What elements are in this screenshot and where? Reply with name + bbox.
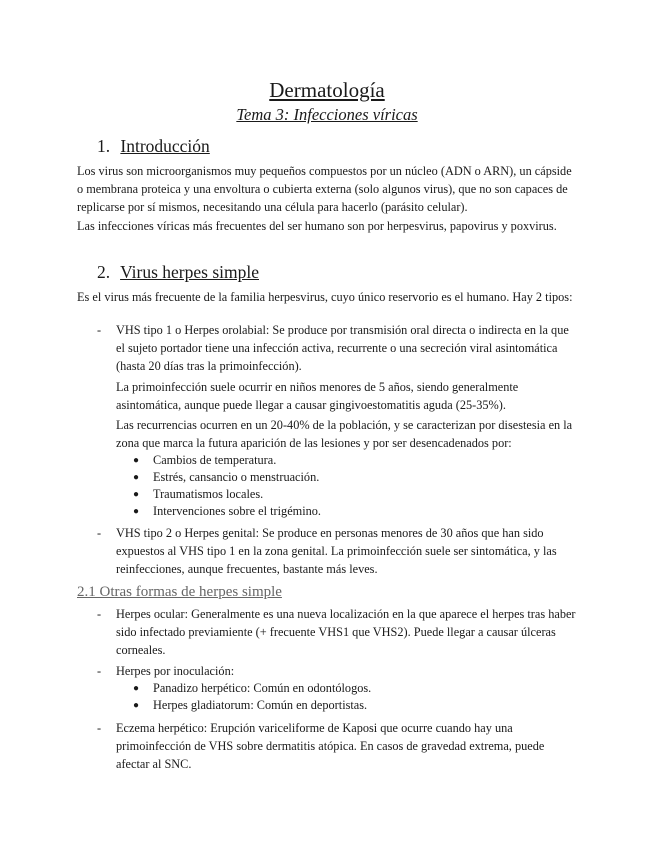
list-item-text: VHS tipo 1 o Herpes orolabial: Se produce por transmisión oral directa o indirecta en la que el sujeto portador tiene una infección activa, recurrente o una secreción viral asintomática (hasta 20 días tras la primoinfección). (116, 323, 569, 373)
list-dash: - (97, 607, 102, 621)
bullet-text: Panadizo herpético: Común en odontólogos. (153, 681, 372, 695)
paragraph: Los virus son microorganismos muy pequeños compuestos por un núcleo (ADN o ARN), un cápside o membrana proteica y una envoltura o cubierta externa (solo algunos virus), que no son capaces de replicarse por sí mismos, necesitando una célula para hacerlo (parásito celular). (77, 164, 572, 214)
list-item-text: Herpes por inoculación: (116, 664, 235, 678)
sub-paragraph: La primoinfección suele ocurrir en niños menores de 5 años, siendo generalmente asintomática, aunque puede llegar a causar gingivoestomatitis aguda (25-35%). (116, 380, 519, 412)
paragraph: Es el virus más frecuente de la familia herpesvirus, cuyo único reservorio es el humano. Hay 2 tipos: (77, 290, 573, 304)
document-title: Dermatología (269, 78, 385, 102)
bullet-icon: ● (133, 455, 140, 466)
list-dash: - (97, 526, 102, 540)
bullet-text: Intervenciones sobre el trigémino. (153, 504, 322, 518)
list-dash: - (97, 323, 102, 337)
section-title: Introducción (120, 136, 210, 156)
list-item-text: VHS tipo 2 o Herpes genital: Se produce en personas menores de 30 años que han sido expuestos al VHS tipo 1 en la zona genital. La primoinfección suele ser sintomática, y las reinfecciones, aunque frecuentes, bastante más leves. (116, 526, 557, 576)
section-number: 1. (97, 136, 111, 156)
bullet-icon: ● (133, 683, 140, 694)
bullet-icon: ● (133, 506, 140, 517)
bullet-text: Cambios de temperatura. (153, 453, 277, 467)
document-subtitle: Tema 3: Infecciones víricas (236, 105, 418, 124)
section-number: 2. (97, 262, 111, 282)
bullet-icon: ● (133, 700, 140, 711)
subsection-heading: 2.1 Otras formas de herpes simple (77, 584, 282, 600)
bullet-icon: ● (133, 472, 140, 483)
sub-paragraph: Las recurrencias ocurren en un 20-40% de la población, y se caracterizan por disestesia en la zona que marca la futura aparición de las lesiones y por ser desencadenados por: (116, 418, 573, 450)
list-item-text: Eczema herpético: Erupción variceliforme de Kaposi que ocurre cuando hay una primoinfección de VHS sobre dermatitis atópica. En casos de gravedad extrema, puede afectar al SNC. (116, 721, 545, 771)
list-dash: - (97, 664, 102, 678)
paragraph: Las infecciones víricas más frecuentes del ser humano son por herpesvirus, papovirus y poxvirus. (77, 219, 557, 233)
list-dash: - (97, 721, 102, 735)
bullet-text: Traumatismos locales. (153, 487, 264, 501)
list-item-text: Herpes ocular: Generalmente es una nueva localización en la que aparece el herpes tras haber sido infectado previamiente (+ frecuente VHS1 que VHS2). Puede llegar a causar úlceras corneales. (116, 607, 576, 657)
bullet-icon: ● (133, 489, 140, 500)
section-heading-introduccion (97, 135, 210, 157)
section-heading-virus-herpes-simple (97, 261, 259, 283)
bullet-text: Herpes gladiatorum: Común en deportistas. (153, 698, 368, 712)
section-title: Virus herpes simple (120, 262, 259, 282)
bullet-text: Estrés, cansancio o menstruación. (153, 470, 320, 484)
